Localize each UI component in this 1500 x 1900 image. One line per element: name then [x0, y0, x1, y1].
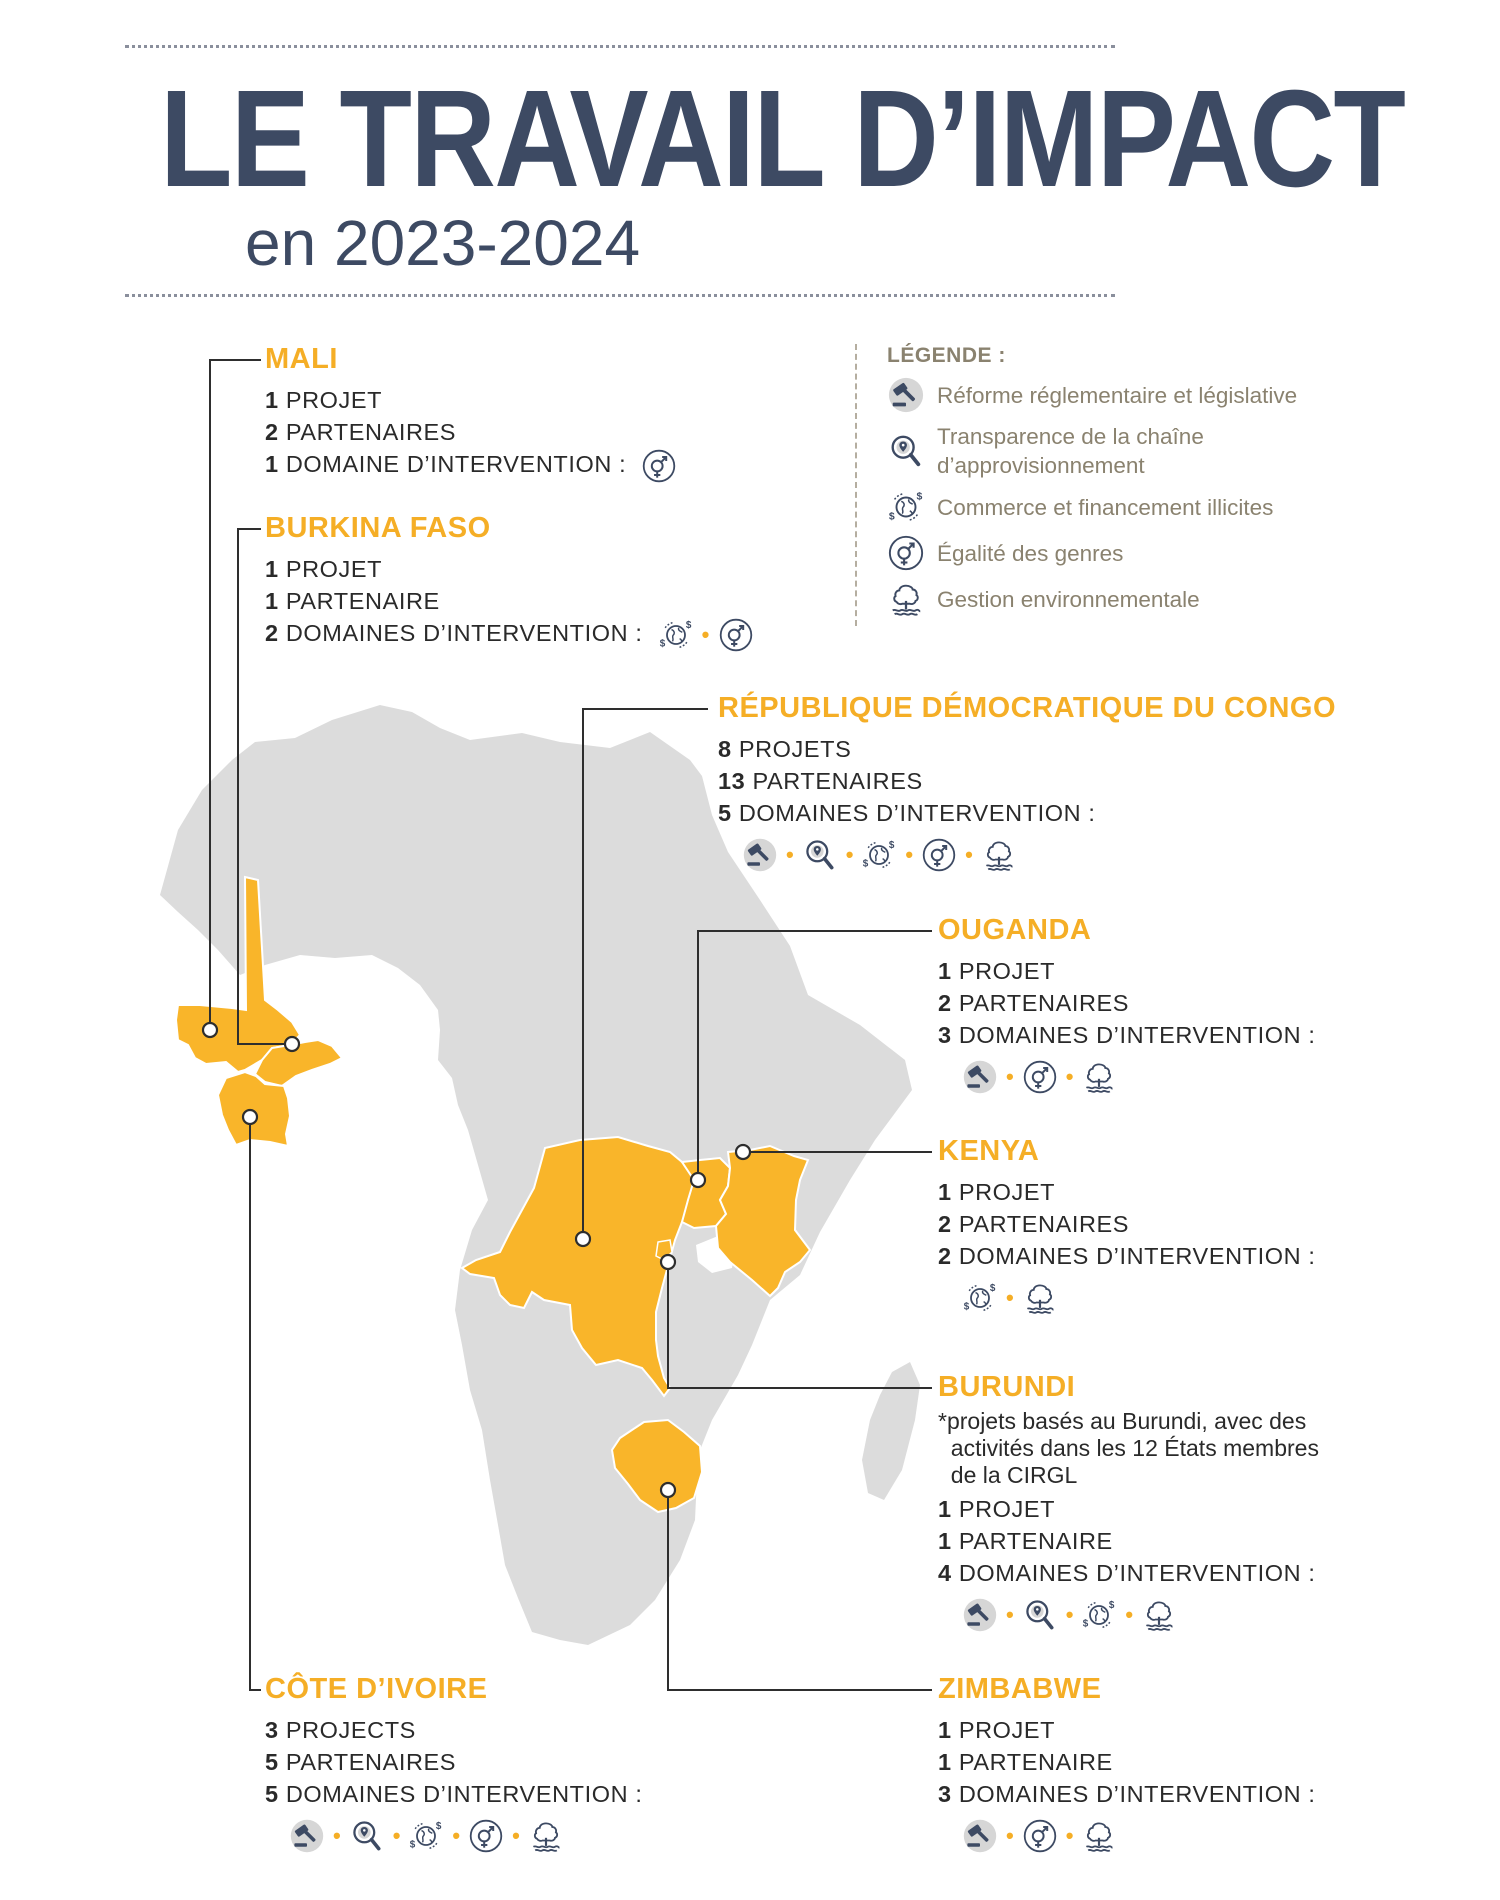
country-name: ZIMBABWE	[938, 1673, 1102, 1705]
country-name: MALI	[265, 343, 338, 375]
country-name: OUGANDA	[938, 914, 1092, 946]
projects-line: 3 PROJECTS	[265, 1717, 416, 1743]
partners-line: 5 PARTENAIRES	[265, 1749, 457, 1775]
country-block-ouganda	[938, 916, 1315, 1095]
separator-dot: •	[1006, 1064, 1014, 1089]
domain-icons	[962, 1818, 1315, 1854]
legend	[855, 344, 1297, 626]
legend-label: Réforme réglementaire et législative	[937, 382, 1298, 408]
magnifier-pin-icon	[349, 1818, 385, 1854]
partners-line: 2 PARTENAIRES	[938, 1211, 1130, 1237]
separator-dot: •	[512, 1823, 520, 1848]
dot-burundi	[661, 1255, 675, 1269]
domains-line: 5 DOMAINES D’INTERVENTION :	[718, 800, 1096, 826]
country-block-cote-divoire	[265, 1675, 642, 1854]
legend-item	[887, 488, 1297, 526]
separator-dot: •	[1125, 1602, 1134, 1627]
separator-dot: •	[333, 1823, 341, 1848]
separator-dot: •	[905, 842, 914, 867]
gavel-icon	[289, 1818, 325, 1854]
magnifier-pin-icon	[887, 432, 925, 470]
domains-line: 1 DOMAINE D’INTERVENTION :	[265, 448, 677, 484]
legend-label: Égalité des genres	[937, 540, 1124, 566]
projects-line: 1 PROJET	[938, 1179, 1056, 1205]
legend-item	[887, 376, 1297, 414]
partners-line: 2 PARTENAIRES	[938, 990, 1130, 1016]
legend-title: LÉGENDE :	[887, 344, 1006, 367]
country-name: BURKINA FASO	[265, 512, 491, 544]
country-name: BURUNDI	[938, 1371, 1076, 1403]
tree-water-icon	[981, 837, 1017, 873]
projects-line: 1 PROJET	[938, 1717, 1056, 1743]
separator-dot: •	[845, 842, 854, 867]
country-name: KENYA	[938, 1135, 1040, 1167]
legend-item	[887, 534, 1297, 572]
legend-label: Transparence de la chaîne d’approvisionnement	[937, 424, 1204, 478]
partners-line: 1 PARTENAIRE	[265, 588, 440, 614]
separator-dot: •	[786, 842, 794, 867]
tree-water-icon	[887, 580, 925, 618]
dot-mali	[203, 1023, 217, 1037]
country-block-burundi	[938, 1373, 1319, 1633]
gender-icon	[718, 617, 754, 653]
tree-water-icon	[1081, 1059, 1117, 1095]
legend-label: Commerce et financement illicites	[937, 494, 1274, 520]
separator-dot: •	[392, 1823, 401, 1848]
globe-money-icon	[408, 1818, 444, 1854]
connector-zimbabwe	[668, 1490, 932, 1690]
legend-item	[887, 422, 1297, 480]
domains-line: 3 DOMAINES D’INTERVENTION :	[938, 1781, 1316, 1807]
country-name: CÔTE D’IVOIRE	[265, 1673, 488, 1705]
gender-icon	[887, 534, 925, 572]
domain-icons	[658, 617, 754, 653]
magnifier-pin-icon	[802, 837, 838, 873]
domain-icons	[962, 1280, 1315, 1316]
globe-money-icon	[658, 617, 694, 653]
globe-money-icon	[962, 1280, 998, 1316]
country-block-burkina-faso	[265, 514, 754, 653]
domains-line: 3 DOMAINES D’INTERVENTION :	[938, 1022, 1316, 1048]
country-block-rdc	[718, 694, 1336, 873]
country-block-kenya	[938, 1137, 1315, 1316]
domain-icons	[641, 448, 677, 484]
burundi-note: *projets basés au Burundi, avec des activités dans les 12 États membres de la CIRGL	[938, 1408, 1319, 1488]
globe-money-icon	[887, 488, 925, 526]
domain-icons	[289, 1818, 642, 1854]
separator-dot: •	[965, 842, 973, 867]
domains-line: 5 DOMAINES D’INTERVENTION :	[265, 1781, 643, 1807]
gavel-icon	[742, 837, 778, 873]
gender-icon	[641, 448, 677, 484]
globe-money-icon	[1081, 1597, 1117, 1633]
projects-line: 1 PROJET	[265, 556, 383, 582]
domain-icons	[962, 1059, 1315, 1095]
projects-line: 1 PROJET	[938, 958, 1056, 984]
separator-dot: •	[1065, 1823, 1074, 1848]
domains-line: 4 DOMAINES D’INTERVENTION :	[938, 1560, 1316, 1586]
partners-line: 2 PARTENAIRES	[265, 419, 457, 445]
separator-dot: •	[1006, 1285, 1014, 1310]
tree-water-icon	[528, 1818, 564, 1854]
partners-line: 1 PARTENAIRE	[938, 1528, 1113, 1554]
madagascar	[862, 1362, 920, 1500]
magnifier-pin-icon	[1022, 1597, 1058, 1633]
projects-line: 1 PROJET	[938, 1496, 1056, 1522]
gavel-icon	[962, 1597, 998, 1633]
country-block-mali	[265, 345, 677, 484]
dot-rdc	[576, 1232, 590, 1246]
dot-cote	[243, 1110, 257, 1124]
domains-line: 2 DOMAINES D’INTERVENTION :	[938, 1243, 1316, 1269]
separator-dot: •	[1006, 1823, 1014, 1848]
legend-label: Gestion environnementale	[937, 586, 1200, 612]
gavel-icon	[962, 1818, 998, 1854]
page-title: LE TRAVAIL D’IMPACT	[160, 62, 1405, 216]
gavel-icon	[962, 1059, 998, 1095]
domain-icons	[742, 837, 1336, 873]
separator-dot: •	[1006, 1602, 1014, 1627]
projects-line: 8 PROJETS	[718, 736, 852, 762]
separator-dot: •	[1065, 1602, 1074, 1627]
legend-item	[887, 580, 1297, 618]
gender-icon	[1022, 1818, 1058, 1854]
gender-icon	[921, 837, 957, 873]
dot-burkina	[285, 1037, 299, 1051]
partners-line: 1 PARTENAIRE	[938, 1749, 1113, 1775]
country-name: RÉPUBLIQUE DÉMOCRATIQUE DU CONGO	[718, 692, 1337, 724]
gavel-icon	[887, 376, 925, 414]
projects-line: 1 PROJET	[265, 387, 383, 413]
domain-icons	[962, 1597, 1319, 1633]
separator-dot: •	[1065, 1064, 1074, 1089]
separator-dot: •	[452, 1823, 461, 1848]
tree-water-icon	[1022, 1280, 1058, 1316]
dot-ouganda	[691, 1173, 705, 1187]
gender-icon	[1022, 1059, 1058, 1095]
partners-line: 13 PARTENAIRES	[718, 768, 923, 794]
separator-dot: •	[701, 622, 710, 647]
domains-line: 2 DOMAINES D’INTERVENTION : •	[265, 617, 754, 653]
country-block-zimbabwe	[938, 1675, 1315, 1854]
dot-kenya	[736, 1145, 750, 1159]
tree-water-icon	[1141, 1597, 1177, 1633]
connector-cote	[250, 1117, 261, 1690]
dot-zimbabwe	[661, 1483, 675, 1497]
page-subtitle: en 2023-2024	[245, 207, 641, 279]
globe-money-icon	[861, 837, 897, 873]
tree-water-icon	[1081, 1818, 1117, 1854]
gender-icon	[468, 1818, 504, 1854]
